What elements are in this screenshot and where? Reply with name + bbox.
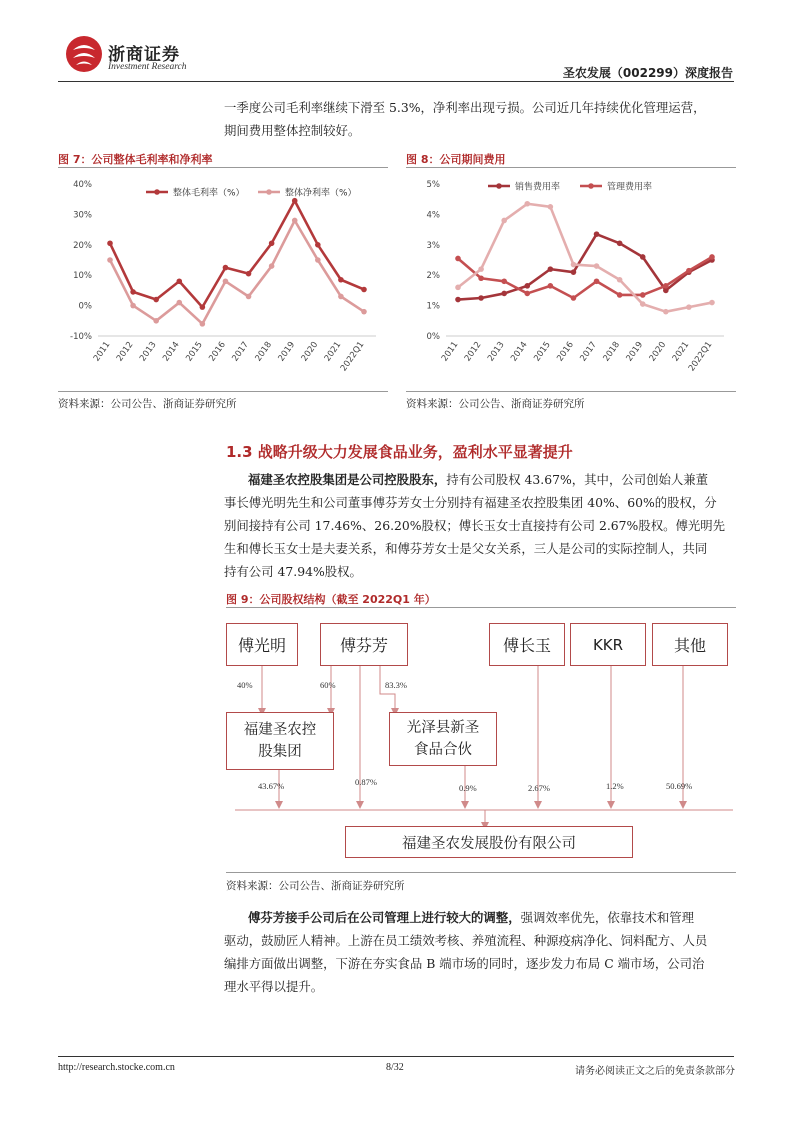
section-title: 1.3 战略升级大力发展食品业务，盈利水平显著提升 — [226, 443, 573, 461]
pct-fcy-company: 2.67% — [528, 783, 550, 793]
footer-url[interactable]: http://research.stocke.com.cn — [58, 1062, 175, 1073]
expense-ytick: 5% — [426, 180, 440, 190]
pct-group-company: 43.67% — [258, 781, 285, 791]
logo-name-cn: 浙商证券 — [108, 45, 180, 65]
margin-legend-label: 整体净利率（%） — [285, 188, 357, 199]
guangze-line-1: 光泽县新圣 — [406, 720, 480, 736]
expense-xtick: 2013 — [486, 339, 507, 364]
fig7-source: 资料来源：公司公告、浙商证券研究所 — [58, 398, 237, 410]
margin-xtick: 2015 — [184, 339, 205, 364]
shareholder-fu-fenfang-label: 傅芬芳 — [339, 636, 388, 655]
closing-line-1-text: 强调效率优先，依靠技术和管理 — [520, 910, 695, 925]
margin-xtick: 2016 — [207, 339, 228, 364]
shareholder-fu-guangming — [226, 623, 298, 666]
closing-line-1 — [224, 906, 738, 929]
closing-paragraph — [224, 906, 738, 998]
company-label: 福建圣农发展股份有限公司 — [402, 835, 576, 852]
expense-xtick: 2011 — [439, 339, 461, 364]
fig9-source: 资料来源：公司公告、浙商证券研究所 — [226, 880, 405, 892]
expense-xtick: 2012 — [462, 339, 484, 364]
expense-ytick: 3% — [426, 240, 440, 251]
expense-xtick: 2022Q1 — [686, 339, 715, 374]
fig8-source: 资料来源：公司公告、浙商证券研究所 — [406, 398, 585, 410]
margin-xtick: 2012 — [114, 339, 136, 364]
pct-guangze-company: 0.9% — [459, 783, 477, 793]
margin-ytick: -10% — [70, 332, 92, 342]
margin-ytick: 30% — [73, 210, 92, 221]
margin-ytick: 10% — [73, 271, 92, 282]
margin-xtick: 2018 — [253, 339, 275, 364]
section-line-2: 事长傅光明先生和公司董事傅芬芳女士分别持有福建圣农控股集团 40%、60%的股权，分 — [224, 495, 717, 510]
margin-xtick: 2013 — [138, 339, 159, 364]
guangze-line-2: 食品合伙 — [414, 742, 472, 758]
shareholder-kkr — [570, 623, 646, 666]
margin-ytick: 40% — [73, 180, 92, 190]
fig7-title: 图 7：公司整体毛利率和净利率 — [58, 153, 213, 166]
expense-xtick: 2021 — [670, 339, 692, 364]
report-title: 圣农发展（002299）深度报告 — [562, 66, 733, 80]
expense-xtick: 2019 — [624, 339, 646, 364]
margin-xtick: 2021 — [322, 339, 344, 364]
fig9-title: 图 9：公司股权结构（截至 2022Q1 年） — [226, 593, 436, 606]
shareholder-other — [652, 623, 728, 666]
expense-xtick: 2015 — [532, 339, 553, 364]
pct-kkr-company: 1.2% — [606, 781, 624, 791]
holding-group-box — [226, 712, 334, 770]
section-line-3: 别间接持有公司 17.46%、26.20%股权；傅长玉女士直接持有公司 2.67%股权。傅光明先 — [224, 518, 726, 533]
expense-ytick: 1% — [426, 301, 440, 312]
expense-xtick: 2014 — [509, 339, 530, 364]
footer-page-number: 8/32 — [386, 1062, 404, 1073]
pct-fff-guangze: 83.3% — [385, 680, 407, 690]
expense-ytick: 2% — [426, 271, 440, 282]
company-box — [345, 826, 633, 858]
holding-group-line-2: 股集团 — [258, 744, 302, 760]
margin-xtick: 2020 — [299, 339, 321, 364]
margin-legend-label: 整体毛利率（%） — [173, 188, 245, 199]
margin-xtick: 2017 — [230, 339, 252, 364]
pct-fff-group: 60% — [320, 680, 336, 690]
shareholder-fu-guangming-label: 傅光明 — [237, 636, 286, 655]
closing-lead-bold: 傅芬芳接手公司后在公司管理上进行较大的调整， — [248, 910, 521, 925]
section-lead-bold: 福建圣农控股集团是公司控股股东， — [248, 472, 447, 487]
logo-name-en: Investment Research — [108, 62, 187, 72]
expense-xtick: 2017 — [578, 339, 600, 364]
fig8-title: 图 8：公司期间费用 — [406, 153, 506, 166]
fig9-bottom-rule — [226, 872, 736, 873]
footer-rule — [58, 1056, 734, 1057]
margin-xtick: 2019 — [276, 339, 298, 364]
pct-other-company: 50.69% — [666, 781, 693, 791]
shareholder-other-label: 其他 — [673, 636, 706, 655]
footer-disclaimer: 请务必阅读正文之后的免责条款部分 — [575, 1066, 735, 1077]
shareholder-kkr-label: KKR — [592, 635, 624, 654]
section-line-4: 生和傅长玉女士是夫妻关系，和傅芬芳女士是父女关系，三人是公司的实际控制人，共同 — [224, 541, 708, 556]
expense-xtick: 2020 — [647, 339, 669, 364]
expense-ytick: 4% — [426, 210, 440, 221]
closing-line-2: 驱动，鼓励匠人精神。上游在员工绩效考核、养殖流程、种源疫病净化、饲料配方、人员 — [224, 933, 708, 948]
section-line-1-text: 持有公司股权 43.67%，其中，公司创始人兼董 — [446, 472, 709, 487]
expense-xtick: 2018 — [601, 339, 623, 364]
margin-xtick: 2014 — [161, 339, 182, 364]
margin-ytick: 0% — [78, 301, 92, 312]
closing-line-3: 编排方面做出调整，下游在夯实食品 B 端市场的同时，逐步发力布局 C 端市场，公司治 — [224, 956, 705, 971]
pct-fff-company: 0.87% — [355, 777, 377, 787]
closing-line-4: 理水平得以提升。 — [224, 979, 324, 994]
expense-xtick: 2016 — [555, 339, 576, 364]
shareholder-fu-changyu — [489, 623, 565, 666]
shareholder-fu-changyu-label: 傅长玉 — [502, 636, 551, 655]
intro-line-1: 一季度公司毛利率继续下滑至 5.3%，净利率出现亏损。公司近几年持续优化管理运营， — [224, 100, 706, 115]
margin-xtick: 2022Q1 — [338, 339, 367, 374]
shareholder-fu-fenfang — [320, 623, 408, 666]
intro-line-2: 期间费用整体控制较好。 — [224, 123, 361, 138]
expense-legend-label: 管理费用率 — [607, 182, 653, 193]
expense-ytick: 0% — [426, 332, 440, 342]
pct-fgm-group: 40% — [237, 680, 253, 690]
margin-xtick: 2011 — [91, 339, 113, 364]
expense-legend-label: 销售费用率 — [515, 182, 561, 193]
section-line-5: 持有公司 47.94%股权。 — [224, 564, 362, 579]
margin-ytick: 20% — [73, 240, 92, 251]
holding-group-line-1: 福建圣农控 — [243, 722, 317, 738]
guangze-partnership-box — [389, 712, 497, 766]
